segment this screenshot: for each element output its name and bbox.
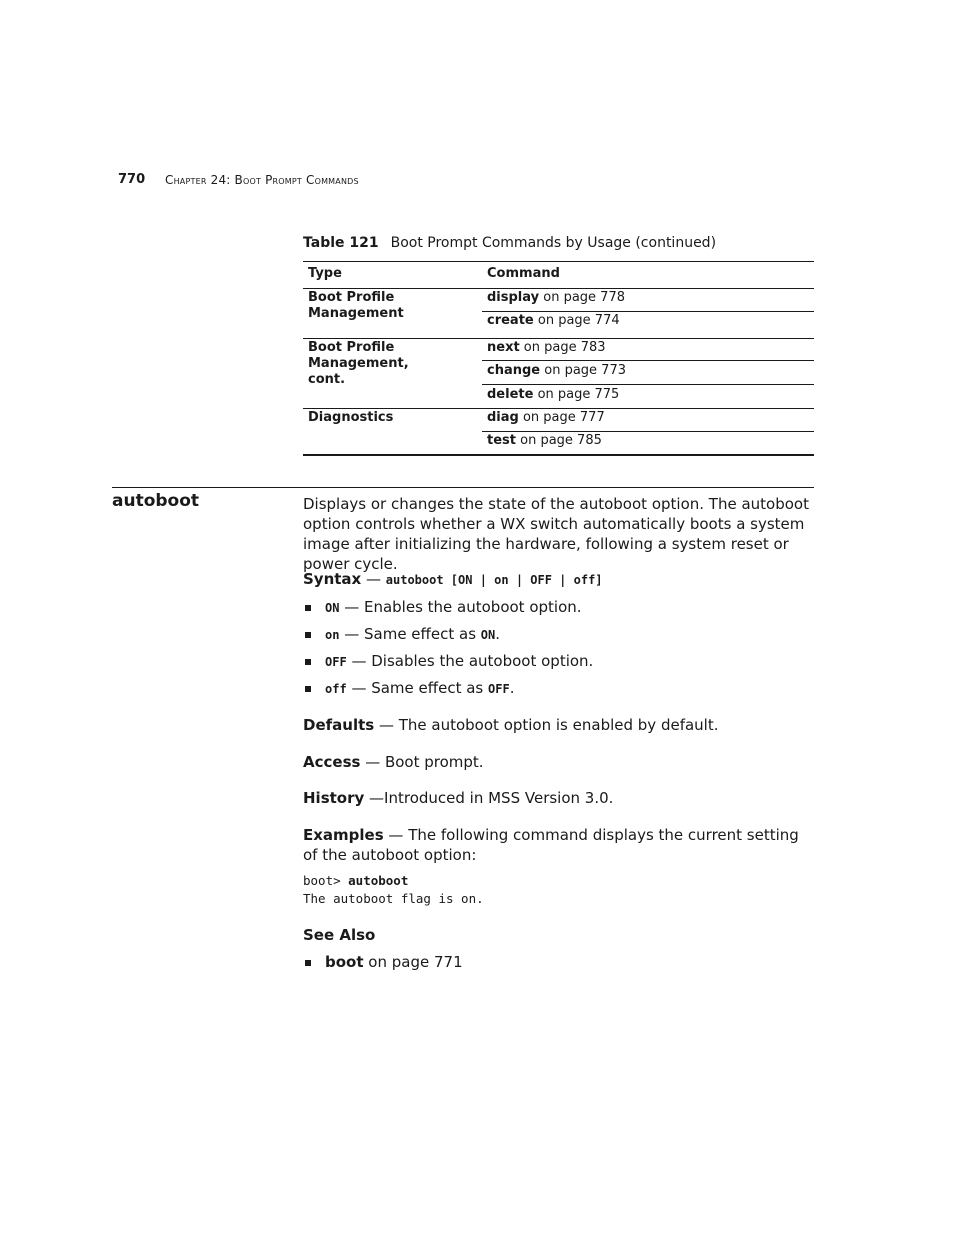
table-header-type: Type bbox=[308, 266, 342, 281]
history-text: —Introduced in MSS Version 3.0. bbox=[364, 789, 614, 807]
option-text: — Enables the autoboot option. bbox=[339, 598, 582, 616]
option-item bbox=[325, 678, 514, 699]
code-output: The autoboot flag is on. bbox=[303, 891, 484, 906]
examples-label: Examples bbox=[303, 826, 384, 844]
running-title-text: Boot Prompt Commands bbox=[234, 173, 359, 187]
command-ref: on page 773 bbox=[540, 363, 626, 378]
table-row-rule bbox=[303, 338, 814, 339]
option-text: — Same effect as bbox=[346, 679, 489, 697]
command-ref: on page 785 bbox=[515, 433, 602, 448]
defaults-line bbox=[303, 715, 818, 735]
code-command: autoboot bbox=[348, 873, 409, 888]
command-name: next bbox=[487, 340, 520, 355]
table-row-rule bbox=[482, 311, 814, 312]
table-caption-number: Table 121 bbox=[303, 235, 379, 251]
syntax-separator: — bbox=[361, 570, 386, 588]
table-caption-text: Boot Prompt Commands by Usage (continued) bbox=[390, 235, 717, 251]
option-code: ON bbox=[325, 601, 340, 615]
command-name: delete bbox=[487, 387, 534, 402]
table-cell-type: Boot Profile Management bbox=[308, 290, 404, 321]
code-example bbox=[303, 872, 484, 908]
table-caption bbox=[303, 235, 716, 251]
section-title: autoboot bbox=[112, 491, 200, 511]
see-also-command: boot bbox=[325, 953, 364, 971]
defaults-label: Defaults bbox=[303, 716, 375, 734]
table-cell-command bbox=[487, 433, 602, 449]
see-also-ref: on page 771 bbox=[363, 953, 463, 971]
history-line bbox=[303, 788, 818, 808]
option-code: on bbox=[325, 628, 340, 642]
table-top-rule bbox=[303, 261, 814, 262]
command-name: test bbox=[487, 433, 516, 448]
option-ref-code: OFF bbox=[488, 682, 510, 696]
command-name: change bbox=[487, 363, 541, 378]
table-row-rule bbox=[482, 360, 814, 361]
option-text: — Disables the autoboot option. bbox=[346, 652, 594, 670]
table-cell-command bbox=[487, 387, 619, 403]
table-bottom-rule bbox=[303, 454, 814, 456]
examples-line bbox=[303, 825, 818, 865]
table-cell-command bbox=[487, 340, 606, 356]
option-item bbox=[325, 624, 500, 645]
bullet-icon bbox=[305, 632, 311, 638]
access-line bbox=[303, 752, 818, 772]
running-title bbox=[165, 173, 359, 187]
page-number: 770 bbox=[118, 172, 146, 187]
option-end: . bbox=[495, 625, 501, 643]
access-label: Access bbox=[303, 753, 361, 771]
option-ref-code: ON bbox=[480, 628, 496, 642]
running-title-prefix: Chapter 24: bbox=[165, 173, 235, 187]
table-cell-command bbox=[487, 313, 620, 329]
syntax-line bbox=[303, 569, 818, 590]
syntax-label: Syntax bbox=[303, 570, 362, 588]
command-ref: on page 775 bbox=[533, 387, 620, 402]
syntax-code: autoboot [ON | on | OFF | off] bbox=[385, 573, 603, 587]
history-label: History bbox=[303, 789, 365, 807]
table-cell-command bbox=[487, 290, 625, 306]
command-ref: on page 783 bbox=[519, 340, 606, 355]
option-code: off bbox=[325, 682, 347, 696]
table-row-rule bbox=[482, 431, 814, 432]
code-prompt: boot> bbox=[303, 873, 349, 888]
table-row-rule bbox=[482, 384, 814, 385]
option-end: . bbox=[509, 679, 515, 697]
command-ref: on page 778 bbox=[539, 290, 625, 305]
command-name: create bbox=[487, 313, 534, 328]
bullet-icon bbox=[305, 686, 311, 692]
table-cell-command bbox=[487, 363, 626, 379]
examples-text: — The following command displays the current setting of the autoboot option: bbox=[303, 826, 799, 864]
table-header-command: Command bbox=[487, 266, 560, 281]
option-code: OFF bbox=[325, 655, 347, 669]
table-header-rule bbox=[303, 288, 814, 289]
table-row-rule bbox=[303, 408, 814, 409]
defaults-text: — The autoboot option is enabled by default. bbox=[374, 716, 719, 734]
access-text: — Boot prompt. bbox=[360, 753, 484, 771]
option-item bbox=[325, 651, 593, 672]
bullet-icon bbox=[305, 605, 311, 611]
command-name: diag bbox=[487, 410, 519, 425]
command-name: display bbox=[487, 290, 540, 305]
bullet-icon bbox=[305, 659, 311, 665]
section-rule bbox=[112, 487, 814, 488]
see-also-heading: See Also bbox=[303, 926, 376, 944]
option-text: — Same effect as bbox=[339, 625, 481, 643]
see-also-link[interactable] bbox=[325, 952, 463, 972]
table-cell-type: Boot Profile Management, cont. bbox=[308, 340, 409, 387]
table-cell-command bbox=[487, 410, 605, 426]
command-ref: on page 777 bbox=[518, 410, 605, 425]
table-cell-type: Diagnostics bbox=[308, 410, 394, 425]
description: Displays or changes the state of the autoboot option. The autoboot option controls whether a WX switch automatically boots a system image after initializing the hardware, following a system reset or power cycle. bbox=[303, 495, 809, 573]
option-item bbox=[325, 597, 582, 618]
command-ref: on page 774 bbox=[533, 313, 620, 328]
bullet-icon bbox=[305, 960, 311, 966]
